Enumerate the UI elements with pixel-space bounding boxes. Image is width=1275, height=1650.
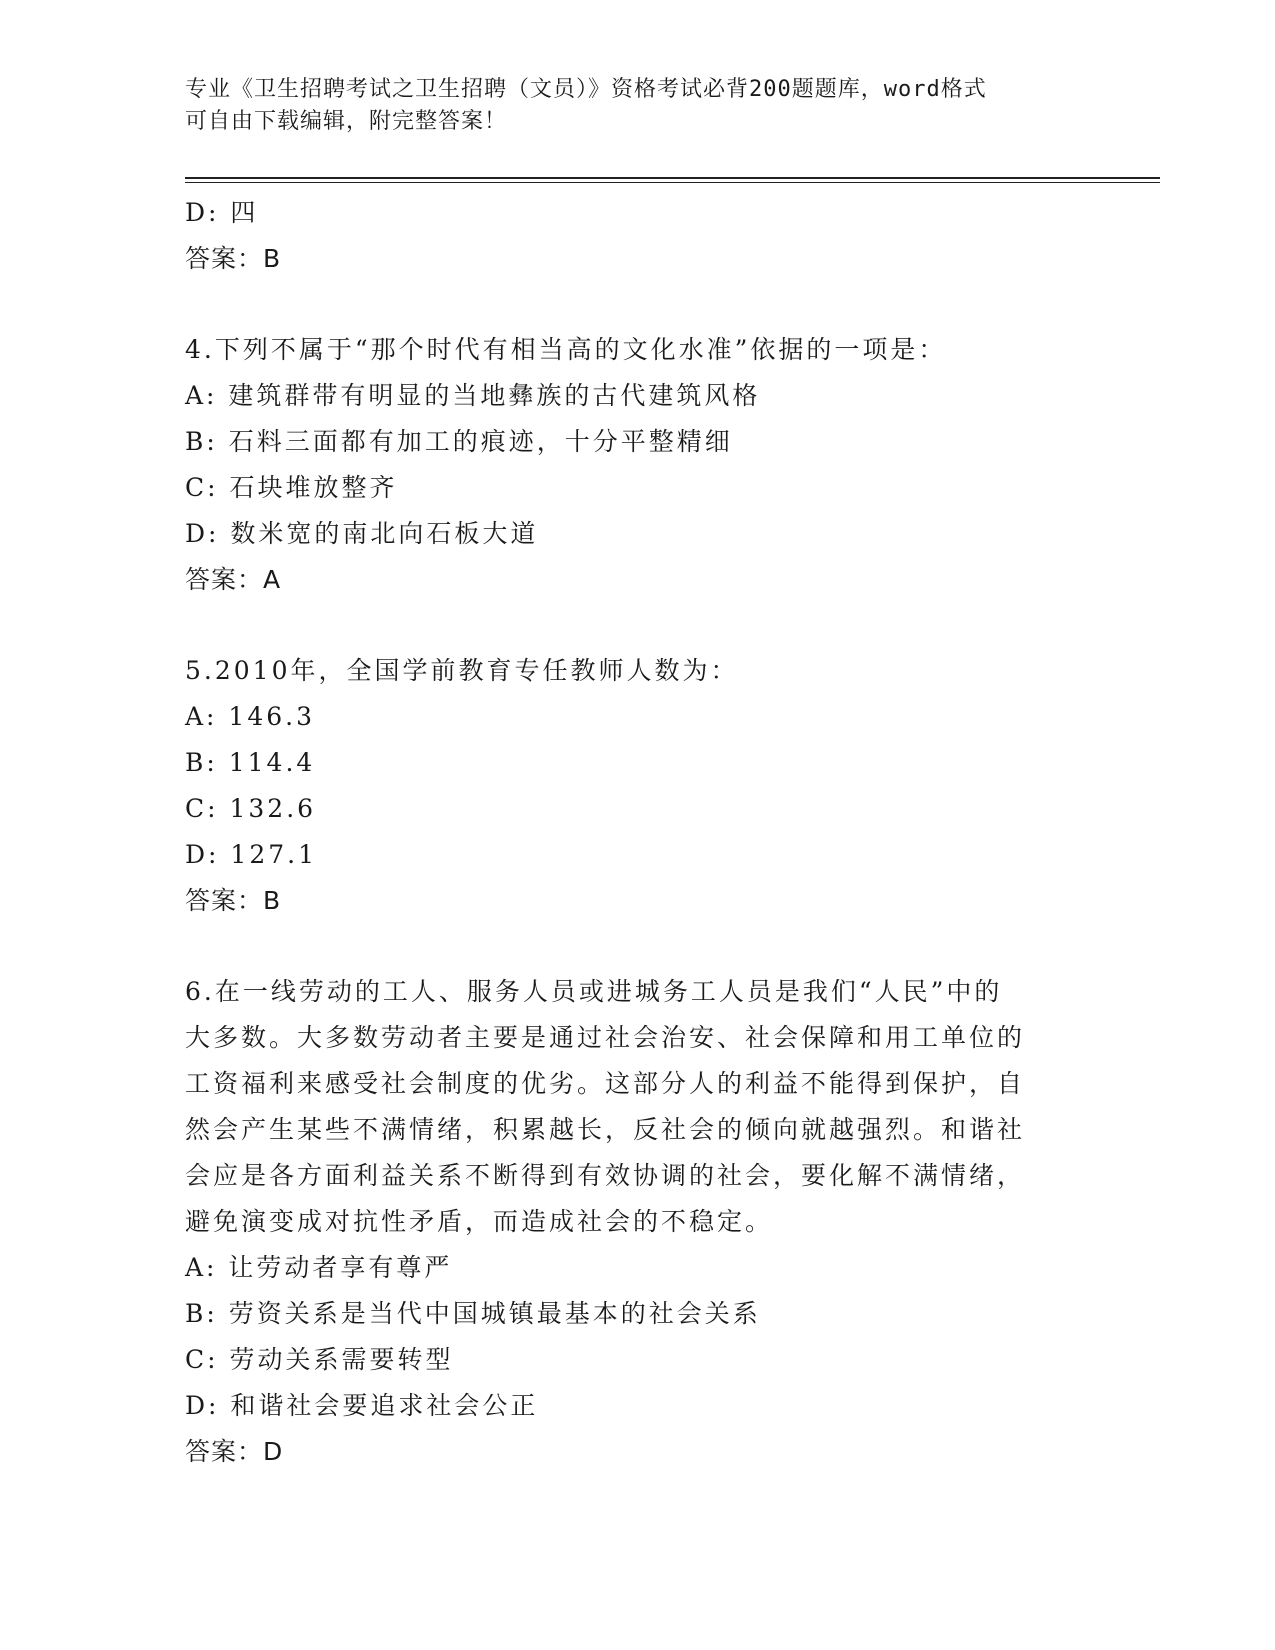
option-d: D: 四 <box>185 198 259 227</box>
option-c: C: 132.6 <box>185 794 317 823</box>
answer-line: 答案：A <box>185 565 282 594</box>
answer-line: 答案：D <box>185 1437 284 1466</box>
option-d: D: 和谐社会要追求社会公正 <box>185 1391 539 1420</box>
option-d: D: 127.1 <box>185 840 317 869</box>
spacer <box>185 924 1065 969</box>
question-6 <box>185 969 1065 1475</box>
answer-line: 答案：B <box>185 244 282 273</box>
option-a: A: 建筑群带有明显的当地彝族的古代建筑风格 <box>185 381 761 410</box>
answer-line: 答案：B <box>185 886 282 915</box>
option-b: B: 劳资关系是当代中国城镇最基本的社会关系 <box>185 1299 761 1328</box>
question-stem-line-5: 会应是各方面利益关系不断得到有效协调的社会，要化解不满情绪， <box>185 1161 1026 1190</box>
question-stem-line-6: 避免演变成对抗性矛盾，而造成社会的不稳定。 <box>185 1207 774 1236</box>
question-content <box>185 190 1065 1475</box>
question-stem: 4.下列不属于“那个时代有相当高的文化水准”依据的一项是： <box>185 335 947 364</box>
question-stem-line-1: 6.在一线劳动的工人、服务人员或进城务工人员是我们“人民”中的 <box>185 977 1003 1006</box>
option-a: A: 146.3 <box>185 702 315 731</box>
question-stem: 5.2010年，全国学前教育专任教师人数为： <box>185 656 739 685</box>
option-d: D: 数米宽的南北向石板大道 <box>185 519 539 548</box>
option-c: C: 石块堆放整齐 <box>185 473 398 502</box>
option-c: C: 劳动关系需要转型 <box>185 1345 454 1374</box>
option-b: B: 石料三面都有加工的痕迹，十分平整精细 <box>185 427 733 456</box>
question-5 <box>185 648 1065 924</box>
question-4 <box>185 327 1065 603</box>
header-divider-thick <box>185 177 1160 179</box>
question-stem-line-3: 工资福利来感受社会制度的优劣。这部分人的利益不能得到保护，自 <box>185 1069 1026 1098</box>
document-header <box>185 74 1065 138</box>
header-title-line-1: 专业《卫生招聘考试之卫生招聘（文员）》资格考试必背200题题库，word格式 <box>185 77 987 102</box>
question-3-partial <box>185 190 1065 282</box>
spacer <box>185 603 1065 648</box>
option-a: A: 让劳动者享有尊严 <box>185 1253 453 1282</box>
header-divider-thin <box>185 182 1160 183</box>
spacer <box>185 282 1065 327</box>
question-stem-line-2: 大多数。大多数劳动者主要是通过社会治安、社会保障和用工单位的 <box>185 1023 1026 1052</box>
option-b: B: 114.4 <box>185 748 316 777</box>
header-title-line-2: 可自由下载编辑，附完整答案！ <box>185 109 508 134</box>
question-stem-line-4: 然会产生某些不满情绪，积累越长，反社会的倾向就越强烈。和谐社 <box>185 1115 1026 1144</box>
